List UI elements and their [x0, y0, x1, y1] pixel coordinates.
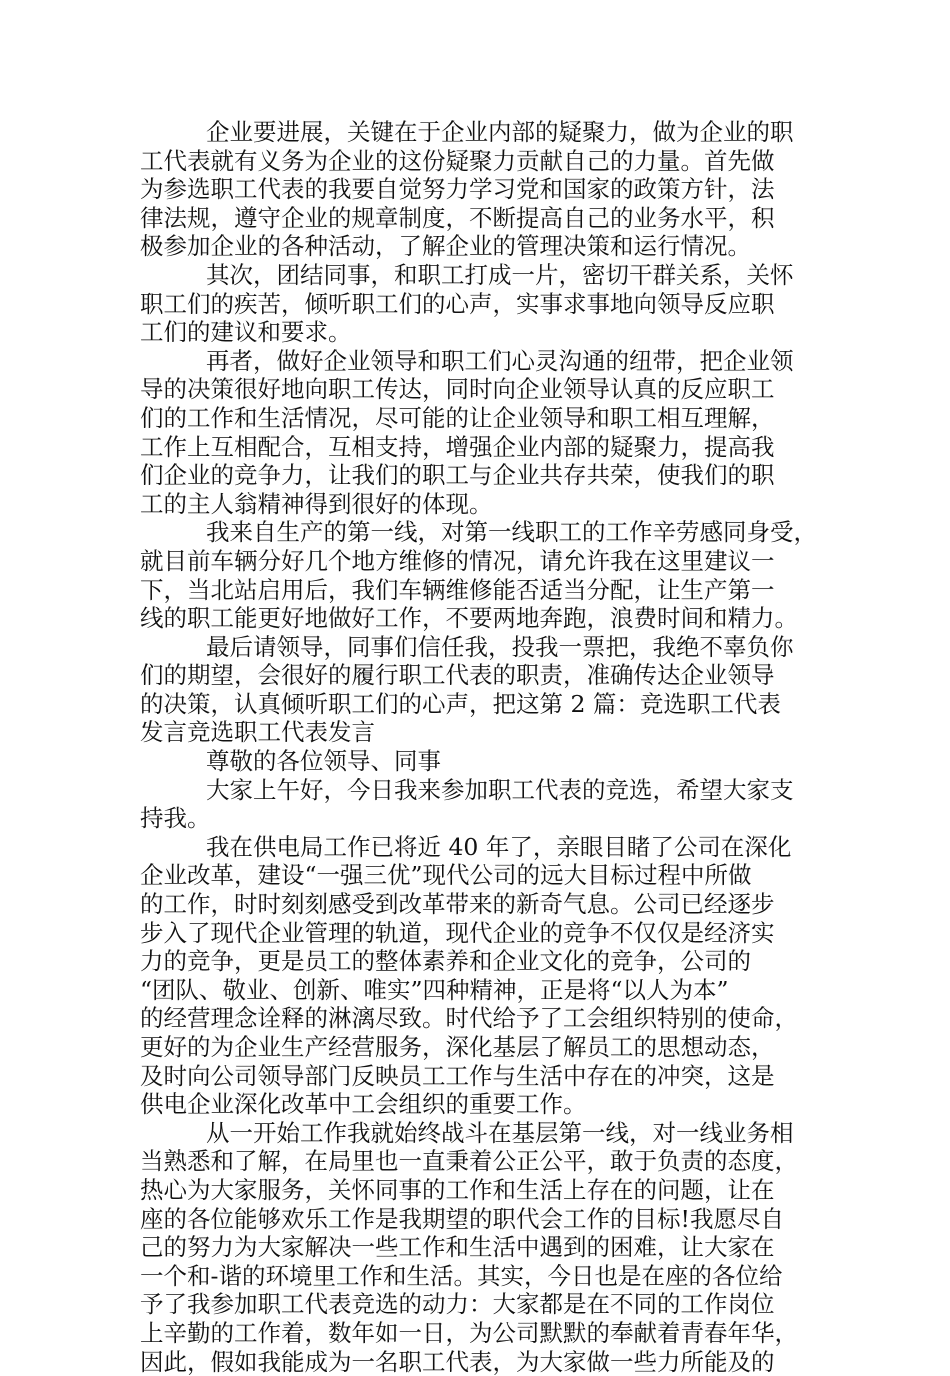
document-body — [140, 118, 830, 1376]
text-line: 下，当北站启用后，我们车辆维修能否适当分配，让生产第一 — [140, 575, 775, 604]
text-line: 上辛勤的工作着，数年如一日，为公司默默的奉献着青春年华， — [140, 1318, 798, 1347]
text-line: 的工作，时时刻刻感受到改革带来的新奇气息。公司已经逐步 — [140, 890, 775, 919]
text-line: 的经营理念诠释的淋漓尽致。时代给予了工会组织特别的使命， — [140, 1004, 798, 1033]
text-line: 再者，做好企业领导和职工们心灵沟通的纽带，把企业领 — [206, 346, 794, 375]
text-line: 企业改革，建设“一强三优”现代公司的远大目标过程中所做 — [140, 861, 752, 890]
text-line: 最后请领导，同事们信任我，投我一票把，我绝不辜负你 — [206, 632, 794, 661]
text-line: 热心为大家服务，关怀同事的工作和生活上存在的问题，让在 — [140, 1175, 775, 1204]
text-line: 极参加企业的各种活动，了解企业的管理决策和运行情况。 — [140, 232, 751, 261]
text-line: 们的期望，会很好的履行职工代表的职责，准确传达企业领导 — [140, 661, 775, 690]
text-line: 我在供电局工作已将近 40 年了，亲眼目睹了公司在深化 — [206, 832, 792, 861]
text-line: 尊敬的各位领导、同事 — [206, 747, 441, 776]
text-line: 工代表就有义务为企业的这份疑聚力贡献自己的力量。首先做 — [140, 146, 775, 175]
text-line: 更好的为企业生产经营服务，深化基层了解员工的思想动态， — [140, 1033, 775, 1061]
text-line: 为参选职工代表的我要自觉努力学习党和国家的政策方针，法 — [140, 175, 775, 204]
text-line: 线的职工能更好地做好工作，不要两地奔跑，浪费时间和精力。 — [140, 604, 798, 633]
text-line: 职工们的疾苦，倾听职工们的心声，实事求事地向领导反应职 — [140, 289, 775, 318]
text-line: 持我。 — [140, 804, 211, 833]
text-line: “团队、敬业、创新、唯实”四种精神，正是将“以人为本” — [140, 975, 729, 1004]
text-line: 我来自生产的第一线，对第一线职工的工作辛劳感同身受， — [206, 518, 817, 547]
text-line: 导的决策很好地向职工传达，同时向企业领导认真的反应职工 — [140, 375, 775, 404]
text-line: 步入了现代企业管理的轨道，现代企业的竞争不仅仅是经济实 — [140, 918, 775, 947]
text-line: 企业要进展，关键在于企业内部的疑聚力，做为企业的职 — [206, 118, 794, 146]
text-line: 因此，假如我能成为一名职工代表，为大家做一些力所能及的 — [140, 1347, 775, 1376]
text-line: 当熟悉和了解，在局里也一直秉着公正公平，敢于负责的态度， — [140, 1147, 798, 1176]
text-line: 大家上午好，今日我来参加职工代表的竞选，希望大家支 — [206, 775, 794, 804]
text-line: 工的主人翁精神得到很好的体现。 — [140, 489, 493, 518]
text-line: 从一开始工作我就始终战斗在基层第一线，对一线业务相 — [206, 1118, 794, 1147]
text-line: 力的竞争，更是员工的整体素养和企业文化的竞争，公司的 — [140, 947, 751, 976]
text-line: 律法规，遵守企业的规章制度，不断提高自己的业务水平，积 — [140, 203, 775, 232]
text-line: 供电企业深化改革中工会组织的重要工作。 — [140, 1090, 587, 1119]
text-line: 予了我参加职工代表竞选的动力：大家都是在不同的工作岗位 — [140, 1290, 775, 1319]
text-line: 们企业的竞争力，让我们的职工与企业共存共荣，使我们的职 — [140, 461, 775, 490]
text-line: 及时向公司领导部门反映员工工作与生活中存在的冲突，这是 — [140, 1061, 775, 1090]
text-line: 的决策，认真倾听职工们的心声，把这第 2 篇：竞选职工代表 — [140, 689, 781, 718]
text-line: 己的努力为大家解决一些工作和生活中遇到的困难，让大家在 — [140, 1233, 775, 1262]
text-line: 们的工作和生活情况，尽可能的让企业领导和职工相互理解， — [140, 403, 775, 432]
text-line: 工们的建议和要求。 — [140, 318, 352, 347]
text-line: 一个和-谐的环境里工作和生活。其实，今日也是在座的各位给 — [140, 1261, 783, 1290]
text-line: 座的各位能够欢乐工作是我期望的职代会工作的目标!我愿尽自 — [140, 1204, 784, 1233]
text-line: 就目前车辆分好几个地方维修的情况，请允许我在这里建议一 — [140, 546, 775, 575]
text-line: 其次，团结同事，和职工打成一片，密切干群关系，关怀 — [206, 260, 794, 289]
text-line: 工作上互相配合，互相支持，增强企业内部的疑聚力，提高我 — [140, 432, 775, 461]
text-line: 发言竞选职工代表发言 — [140, 718, 375, 747]
